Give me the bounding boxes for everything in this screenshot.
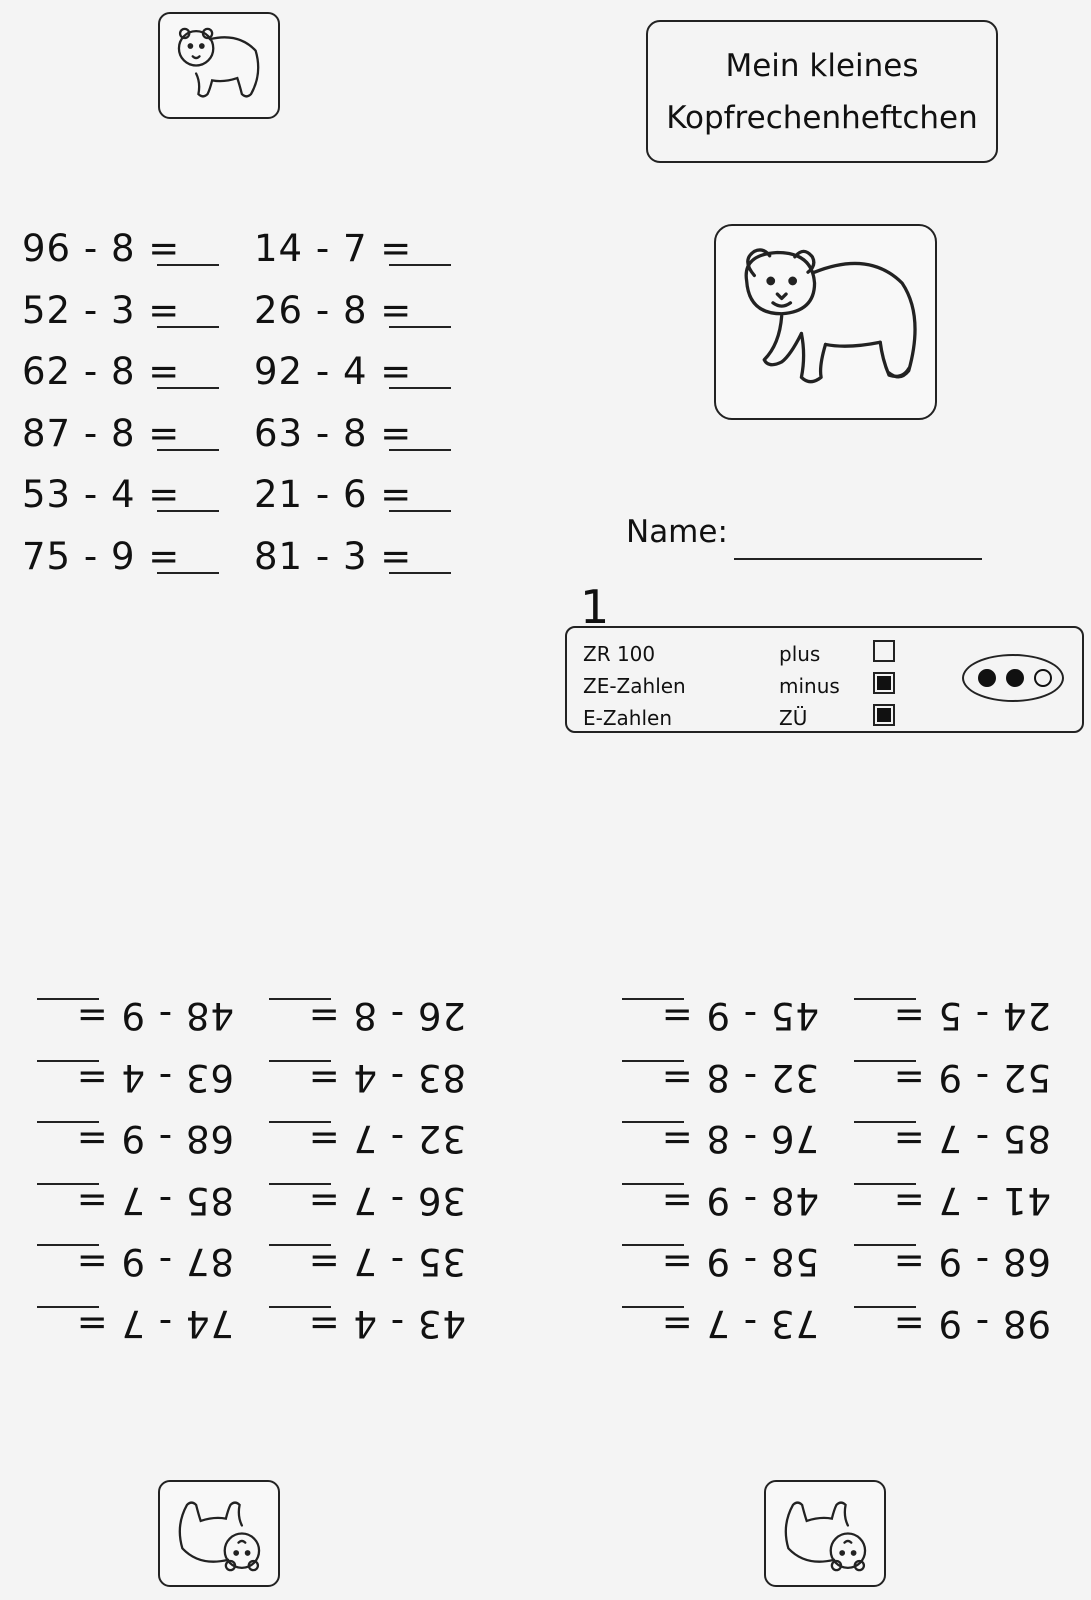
answer-blank[interactable] xyxy=(854,1060,916,1062)
problem: 48 - 9 = xyxy=(589,1174,819,1236)
answer-blank[interactable] xyxy=(854,1306,916,1308)
problem: 53 - 4 = xyxy=(22,460,252,522)
problem: 21 - 6 = xyxy=(254,460,484,522)
answer-blank[interactable] xyxy=(389,572,451,574)
answer-blank[interactable] xyxy=(157,449,219,451)
bear-icon xyxy=(160,1482,278,1585)
bear-icon xyxy=(160,14,278,117)
bear-icon xyxy=(766,1482,884,1585)
answer-blank[interactable] xyxy=(157,326,219,328)
cover-bear-image xyxy=(714,224,937,420)
difficulty-dot-empty xyxy=(1034,669,1052,687)
answer-blank[interactable] xyxy=(854,999,916,1001)
info-row: E-Zahlen ZÜ xyxy=(583,706,913,736)
answer-blank[interactable] xyxy=(389,510,451,512)
name-label: Name: xyxy=(626,514,728,550)
answer-blank[interactable] xyxy=(622,999,684,1001)
problems-bottom-right xyxy=(591,978,1051,1358)
problem: 87 - 9 = xyxy=(4,1235,234,1297)
problem-column-1 xyxy=(236,989,466,1358)
answer-blank[interactable] xyxy=(854,1122,916,1124)
info-box xyxy=(565,626,1084,733)
problem: 62 - 8 = xyxy=(22,337,252,399)
problem: 41 - 7 = xyxy=(821,1174,1051,1236)
difficulty-dot-filled xyxy=(1006,669,1024,687)
problem: 73 - 7 = xyxy=(589,1297,819,1359)
answer-blank[interactable] xyxy=(622,1245,684,1247)
problem: 96 - 8 = xyxy=(22,214,252,276)
bear-icon xyxy=(716,226,935,418)
problem-column-1 xyxy=(821,989,1051,1358)
bear-image-rotated xyxy=(764,1480,886,1587)
answer-blank[interactable] xyxy=(269,1183,331,1185)
problem: 26 - 8 = xyxy=(254,276,484,338)
problem: 92 - 4 = xyxy=(254,337,484,399)
checkbox-zue[interactable] xyxy=(873,704,895,726)
answer-blank[interactable] xyxy=(157,387,219,389)
answer-blank[interactable] xyxy=(389,326,451,328)
problem: 98 - 9 = xyxy=(821,1297,1051,1359)
answer-blank[interactable] xyxy=(269,1122,331,1124)
answer-blank[interactable] xyxy=(37,1183,99,1185)
checkbox-plus[interactable] xyxy=(873,640,895,662)
answer-blank[interactable] xyxy=(157,510,219,512)
answer-blank[interactable] xyxy=(854,1183,916,1185)
problem: 81 - 3 = xyxy=(254,522,484,584)
problem: 32 - 8 = xyxy=(589,1051,819,1113)
info-row: ZR 100 plus xyxy=(583,642,913,672)
problem: 68 - 9 = xyxy=(4,1112,234,1174)
checkbox-minus[interactable] xyxy=(873,672,895,694)
answer-blank[interactable] xyxy=(157,264,219,266)
problem: 45 - 9 = xyxy=(589,989,819,1051)
problem: 26 - 8 = xyxy=(236,989,466,1051)
bear-image xyxy=(158,12,280,119)
title-line-1: Mein kleines xyxy=(725,48,919,84)
problem: 43 - 4 = xyxy=(236,1297,466,1359)
problem: 35 - 7 = xyxy=(236,1235,466,1297)
answer-blank[interactable] xyxy=(157,572,219,574)
answer-blank[interactable] xyxy=(269,1306,331,1308)
answer-blank[interactable] xyxy=(389,449,451,451)
info-row: ZE-Zahlen minus xyxy=(583,674,913,704)
answer-blank[interactable] xyxy=(37,999,99,1001)
problem-column-1 xyxy=(22,214,252,583)
answer-blank[interactable] xyxy=(389,264,451,266)
booklet-number: 1 xyxy=(580,580,610,634)
answer-blank[interactable] xyxy=(269,1245,331,1247)
answer-blank[interactable] xyxy=(622,1183,684,1185)
problem-column-2 xyxy=(589,989,819,1358)
bear-image-rotated xyxy=(158,1480,280,1587)
answer-blank[interactable] xyxy=(269,999,331,1001)
problem: 63 - 8 = xyxy=(254,399,484,461)
problem-column-2 xyxy=(4,989,234,1358)
problems-bottom-left xyxy=(6,978,466,1358)
problem: 85 - 7 = xyxy=(821,1112,1051,1174)
problem: 32 - 7 = xyxy=(236,1112,466,1174)
answer-blank[interactable] xyxy=(622,1122,684,1124)
answer-blank[interactable] xyxy=(389,387,451,389)
problem: 14 - 7 = xyxy=(254,214,484,276)
problem: 52 - 9 = xyxy=(821,1051,1051,1113)
problem: 76 - 8 = xyxy=(589,1112,819,1174)
booklet-title xyxy=(646,20,998,163)
problem: 85 - 7 = xyxy=(4,1174,234,1236)
problem: 83 - 4 = xyxy=(236,1051,466,1113)
problem: 58 - 9 = xyxy=(589,1235,819,1297)
title-line-2: Kopfrechenheftchen xyxy=(666,100,978,136)
answer-blank[interactable] xyxy=(37,1122,99,1124)
difficulty-indicator xyxy=(962,654,1064,702)
answer-blank[interactable] xyxy=(269,1060,331,1062)
answer-blank[interactable] xyxy=(622,1060,684,1062)
problem: 87 - 8 = xyxy=(22,399,252,461)
problem: 36 - 7 = xyxy=(236,1174,466,1236)
problem: 48 - 9 = xyxy=(4,989,234,1051)
problems-top-left xyxy=(22,214,482,594)
problem: 75 - 9 = xyxy=(22,522,252,584)
problem: 63 - 4 = xyxy=(4,1051,234,1113)
problem: 52 - 3 = xyxy=(22,276,252,338)
answer-blank[interactable] xyxy=(37,1306,99,1308)
problem: 24 - 5 = xyxy=(821,989,1051,1051)
name-field[interactable] xyxy=(734,558,982,560)
answer-blank[interactable] xyxy=(854,1245,916,1247)
answer-blank[interactable] xyxy=(37,1245,99,1247)
problem: 74 - 7 = xyxy=(4,1297,234,1359)
problem: 68 - 9 = xyxy=(821,1235,1051,1297)
difficulty-dot-filled xyxy=(978,669,996,687)
answer-blank[interactable] xyxy=(37,1060,99,1062)
answer-blank[interactable] xyxy=(622,1306,684,1308)
problem-column-2 xyxy=(254,214,484,583)
